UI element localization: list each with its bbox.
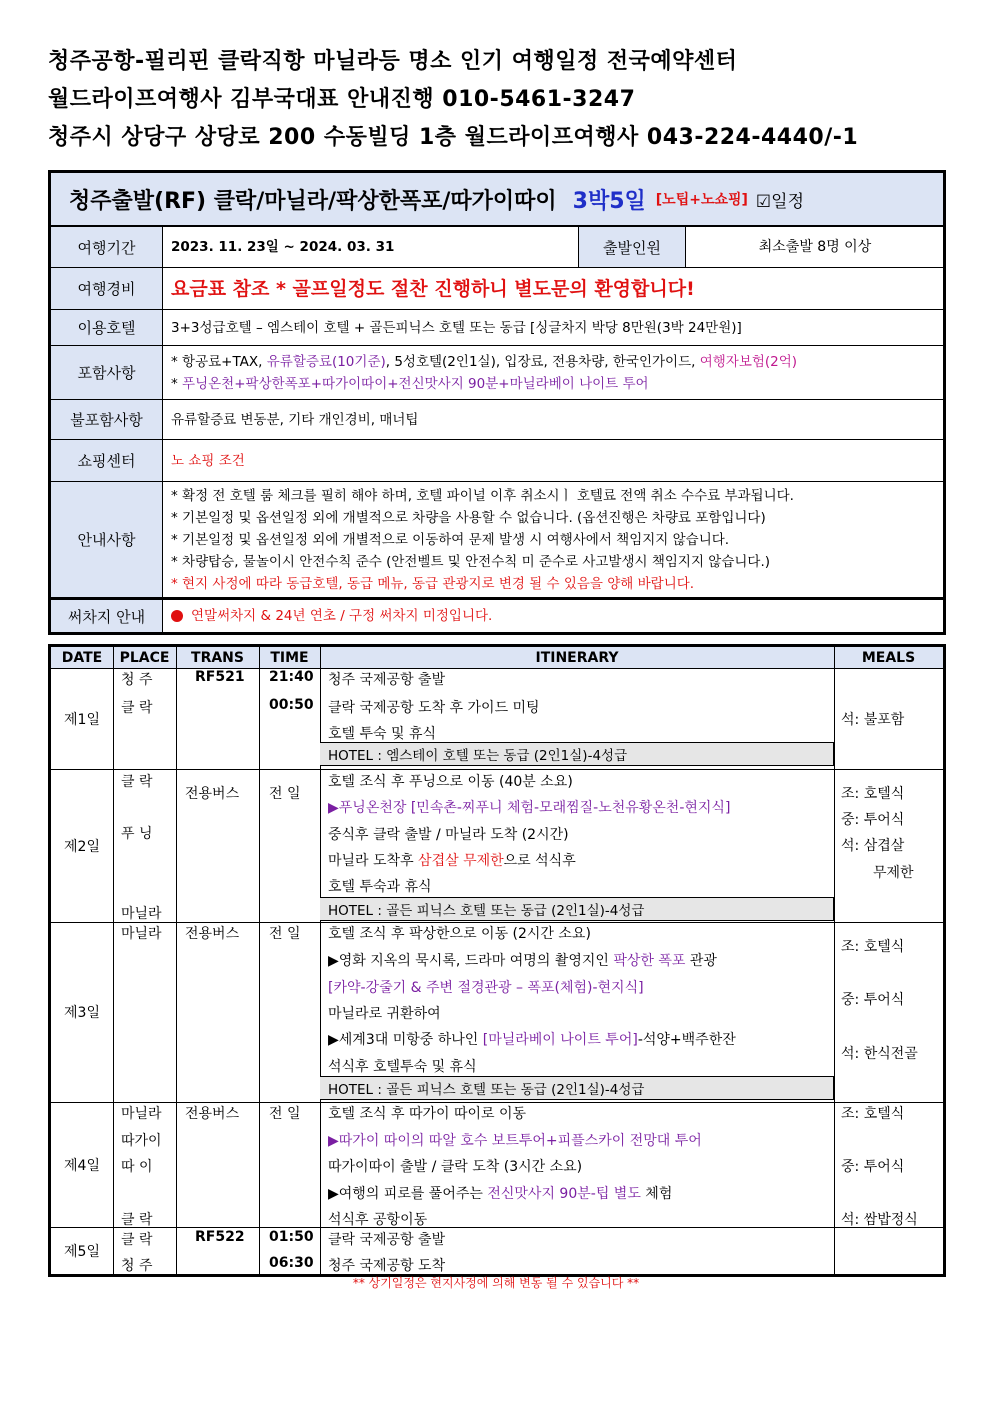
column-divider	[176, 647, 177, 1274]
day-1-itinerary-2: 클락 국제공항 도착 후 가이드 미팅	[328, 700, 540, 716]
itinerary-table	[48, 644, 946, 1277]
people-label: 출발인원	[578, 227, 686, 267]
tour-title-bar	[51, 173, 943, 227]
day-5-place-1: 클 락	[121, 1232, 153, 1248]
surcharge-row	[51, 600, 943, 632]
col-header-place: PLACE	[113, 647, 176, 669]
period-row	[51, 227, 943, 268]
day-2-meal-dinner: 석: 삼겹살	[841, 838, 905, 854]
surcharge-value: 연말써차지 & 24년 연초 / 구정 써차지 미정입니다.	[191, 608, 493, 624]
day-5-time-2: 06:30	[269, 1255, 314, 1271]
col-header-date: DATE	[51, 647, 113, 669]
day-4-meal-lunch: 중: 투어식	[841, 1159, 905, 1175]
day-5-place-2: 청 주	[121, 1258, 153, 1274]
tour-info-box	[48, 170, 946, 635]
day-2-label: 제2일	[64, 838, 100, 855]
day-3-transport: 전용버스	[185, 926, 240, 942]
notice-line-4: * 차량탑승, 물놀이시 안전수칙 준수 (안전벨트 및 안전수칙 미 준수로 사고발생시 책임지지 않습니다.)	[171, 553, 771, 570]
notice-label: 안내사항	[51, 482, 163, 597]
included-row	[51, 346, 943, 400]
day-1-place-1: 청 주	[121, 672, 153, 688]
day-1-itinerary-3: 호텔 투숙 및 휴식	[328, 726, 437, 742]
cost-label: 여행경비	[51, 268, 163, 309]
day-2-place-3: 마닐라	[121, 906, 162, 922]
hotel-value: 3+3성급호텔 – 엠스테이 호텔 + 골든피닉스 호텔 또는 동급 [싱글차지 박당 8만원(3박 24만원)]	[171, 319, 742, 336]
day-1-flight: RF521	[195, 669, 245, 685]
day-1-time-2: 00:50	[269, 697, 314, 713]
day-5-flight: RF522	[195, 1229, 245, 1245]
day-2-place-1: 클 락	[121, 774, 153, 790]
day-4-itinerary-1: 호텔 조식 후 따가이 따이로 이동	[328, 1106, 527, 1122]
hotel-label: 이용호텔	[51, 310, 163, 345]
day-3-time: 전 일	[269, 926, 301, 942]
col-header-meals: MEALS	[834, 647, 943, 669]
day-4-itinerary-4: ▶여행의 피로를 풀어주는 전신맛사지 90분-팁 별도 체험	[328, 1186, 673, 1202]
day-2-itinerary-5: 호텔 투숙과 휴식	[328, 879, 432, 895]
header-line-2: 월드라이프여행사 김부국대표 안내진행 010-5461-3247	[48, 87, 636, 112]
day-3-place-1: 마닐라	[121, 926, 162, 942]
day-2-itinerary-4: 마닐라 도착후 삼겹살 무제한으로 석식후	[328, 853, 576, 869]
tour-duration: 3박5일	[572, 188, 646, 214]
day-2-meal-lunch: 중: 투어식	[841, 812, 905, 828]
day-3-meal-breakfast: 조: 호텔식	[841, 939, 905, 955]
day-4-place-1: 마닐라	[121, 1106, 162, 1122]
shopping-row	[51, 440, 943, 482]
surcharge-label: 써차지 안내	[51, 600, 163, 632]
bullet-dot-icon	[171, 610, 183, 622]
day-4-meal-dinner: 석: 쌈밥정식	[841, 1212, 918, 1228]
day-4-label: 제4일	[64, 1157, 100, 1174]
day-2-time: 전 일	[269, 786, 301, 802]
column-divider	[259, 647, 260, 1274]
row-divider	[51, 1227, 943, 1228]
day-2-itinerary-2: ▶푸닝온천장 [민속촌-찌푸니 체험-모래찜질-노천유황온천-현지식]	[328, 800, 731, 816]
shopping-label: 쇼핑센터	[51, 440, 163, 481]
cost-row	[51, 268, 943, 310]
day-5-itinerary-2: 청주 국제공항 도착	[328, 1258, 446, 1274]
hotel-row	[51, 310, 943, 346]
included-line-2: * 푸닝온천+팍상한폭포+따가이따이+전신맛사지 90분+마닐라베이 나이트 투어	[171, 375, 649, 392]
day-3-itinerary-2: ▶영화 지옥의 묵시록, 드라마 여명의 촬영지인 팍상한 폭포 관광	[328, 953, 717, 969]
day-4-itinerary-3: 따가이따이 출발 / 클락 도착 (3시간 소요)	[328, 1159, 583, 1175]
day-2-itinerary-1: 호텔 조식 후 푸닝으로 이동 (40분 소요)	[328, 774, 573, 790]
col-header-trans: TRANS	[176, 647, 259, 669]
column-divider	[834, 647, 835, 1274]
day-3-itinerary-3: [카약-강줄기 & 주변 절경관광 – 폭포(체험)-현지식]	[328, 980, 644, 996]
day-1-label: 제1일	[64, 712, 100, 728]
cost-value: 요금표 참조 * 골프일정도 절찬 진행하니 별도문의 환영합니다!	[171, 277, 695, 300]
row-divider	[51, 769, 943, 770]
excluded-label: 불포함사항	[51, 400, 163, 439]
schedule-checkbox-label: ☑일정	[755, 191, 805, 212]
day-4-place-2: 따가이	[121, 1133, 162, 1149]
day-2-meal-breakfast: 조: 호텔식	[841, 786, 905, 802]
tour-tag: [노팁+노쇼핑]	[655, 192, 748, 208]
day-3-itinerary-6: 석식후 호텔투숙 및 휴식	[328, 1059, 477, 1075]
day-1-hotel: HOTEL : 엠스테이 호텔 또는 동급 (2인1실)-4성급	[320, 742, 834, 766]
notice-row	[51, 482, 943, 600]
footnote: ** 상기일정은 현지사정에 의해 변동 될 수 있습니다 **	[352, 1276, 640, 1290]
notice-line-3: * 기본일정 및 옵션일정 외에 개별적으로 이동하여 문제 발생 시 여행사에서 책임지지 않습니다.	[171, 531, 730, 548]
day-3-itinerary-4: 마닐라로 귀환하여	[328, 1006, 441, 1022]
excluded-row	[51, 400, 943, 440]
notice-line-1: * 확정 전 호텔 룸 체크를 필히 해야 하며, 호텔 파이널 이후 취소시ㅣ 호텔료 전액 취소 수수료 부과됩니다.	[171, 487, 794, 504]
day-2-place-2: 푸 닝	[121, 826, 153, 842]
shopping-value: 노 쇼핑 조건	[171, 452, 245, 469]
day-4-time: 전 일	[269, 1106, 301, 1122]
included-label: 포함사항	[51, 346, 163, 399]
tour-title: 청주출발(RF) 클락/마닐라/팍상한폭포/따가이따이	[69, 188, 557, 214]
notice-line-5: * 현지 사정에 따라 동급호텔, 동급 메뉴, 동급 관광지로 변경 될 수 있음을 양해 바랍니다.	[171, 575, 695, 592]
col-header-time: TIME	[259, 647, 320, 669]
header-line-3: 청주시 상당구 상당로 200 수동빌딩 1층 월드라이프여행사 043-224-4440/-1	[48, 125, 859, 150]
notice-line-2: * 기본일정 및 옵션일정 외에 개별적으로 차량을 사용할 수 없습니다. (옵션진행은 차량료 포함입니다)	[171, 509, 766, 526]
day-3-itinerary-5: ▶세계3대 미항중 하나인 [마닐라베이 나이트 투어]-석양+백주한잔	[328, 1032, 736, 1048]
day-3-meal-dinner: 석: 한식전골	[841, 1046, 918, 1062]
period-label: 여행기간	[51, 227, 163, 267]
excluded-value: 유류할증료 변동분, 기타 개인경비, 매너팁	[171, 411, 419, 428]
day-5-label: 제5일	[64, 1243, 100, 1260]
day-4-transport: 전용버스	[185, 1106, 240, 1122]
day-3-label: 제3일	[64, 1005, 100, 1021]
day-4-meal-breakfast: 조: 호텔식	[841, 1106, 905, 1122]
day-2-meal-dinner-note: 무제한	[873, 865, 914, 881]
people-value: 최소출발 8명 이상	[758, 239, 872, 255]
day-4-place-3: 따 이	[121, 1159, 153, 1175]
day-2-itinerary-3: 중식후 클락 출발 / 마닐라 도착 (2시간)	[328, 827, 569, 843]
day-4-place-4: 클 락	[121, 1212, 153, 1228]
day-4-itinerary-2: ▶따가이 따이의 따알 호수 보트투어+피플스카이 전망대 투어	[328, 1133, 702, 1149]
day-2-hotel: HOTEL : 골든 피닉스 호텔 또는 동급 (2인1실)-4성급	[320, 897, 834, 921]
day-1-meal: 석: 불포함	[841, 712, 905, 728]
header-line-1: 청주공항-필리핀 클락직항 마닐라등 명소 인기 여행일정 전국예약센터	[48, 49, 738, 74]
day-3-hotel: HOTEL : 골든 피닉스 호텔 또는 동급 (2인1실)-4성급	[320, 1076, 834, 1100]
day-5-time-1: 01:50	[269, 1229, 314, 1245]
day-3-meal-lunch: 중: 투어식	[841, 992, 905, 1008]
day-3-itinerary-1: 호텔 조식 후 팍상한으로 이동 (2시간 소요)	[328, 926, 591, 942]
col-header-itinerary: ITINERARY	[320, 647, 834, 669]
column-divider	[113, 647, 114, 1274]
day-1-place-2: 클 락	[121, 700, 153, 716]
day-1-time-1: 21:40	[269, 669, 314, 685]
included-line-1: * 항공료+TAX, 유류할증료(10기준), 5성호텔(2인1실), 입장료, 전용차량, 한국인가이드, 여행자보험(2억)	[171, 353, 798, 370]
day-4-itinerary-5: 석식후 공항이동	[328, 1212, 428, 1228]
day-2-transport: 전용버스	[185, 786, 240, 802]
day-5-itinerary-1: 클락 국제공항 출발	[328, 1232, 446, 1248]
period-value: 2023. 11. 23일 ~ 2024. 03. 31	[171, 239, 395, 255]
day-1-itinerary-1: 청주 국제공항 출발	[328, 672, 446, 688]
